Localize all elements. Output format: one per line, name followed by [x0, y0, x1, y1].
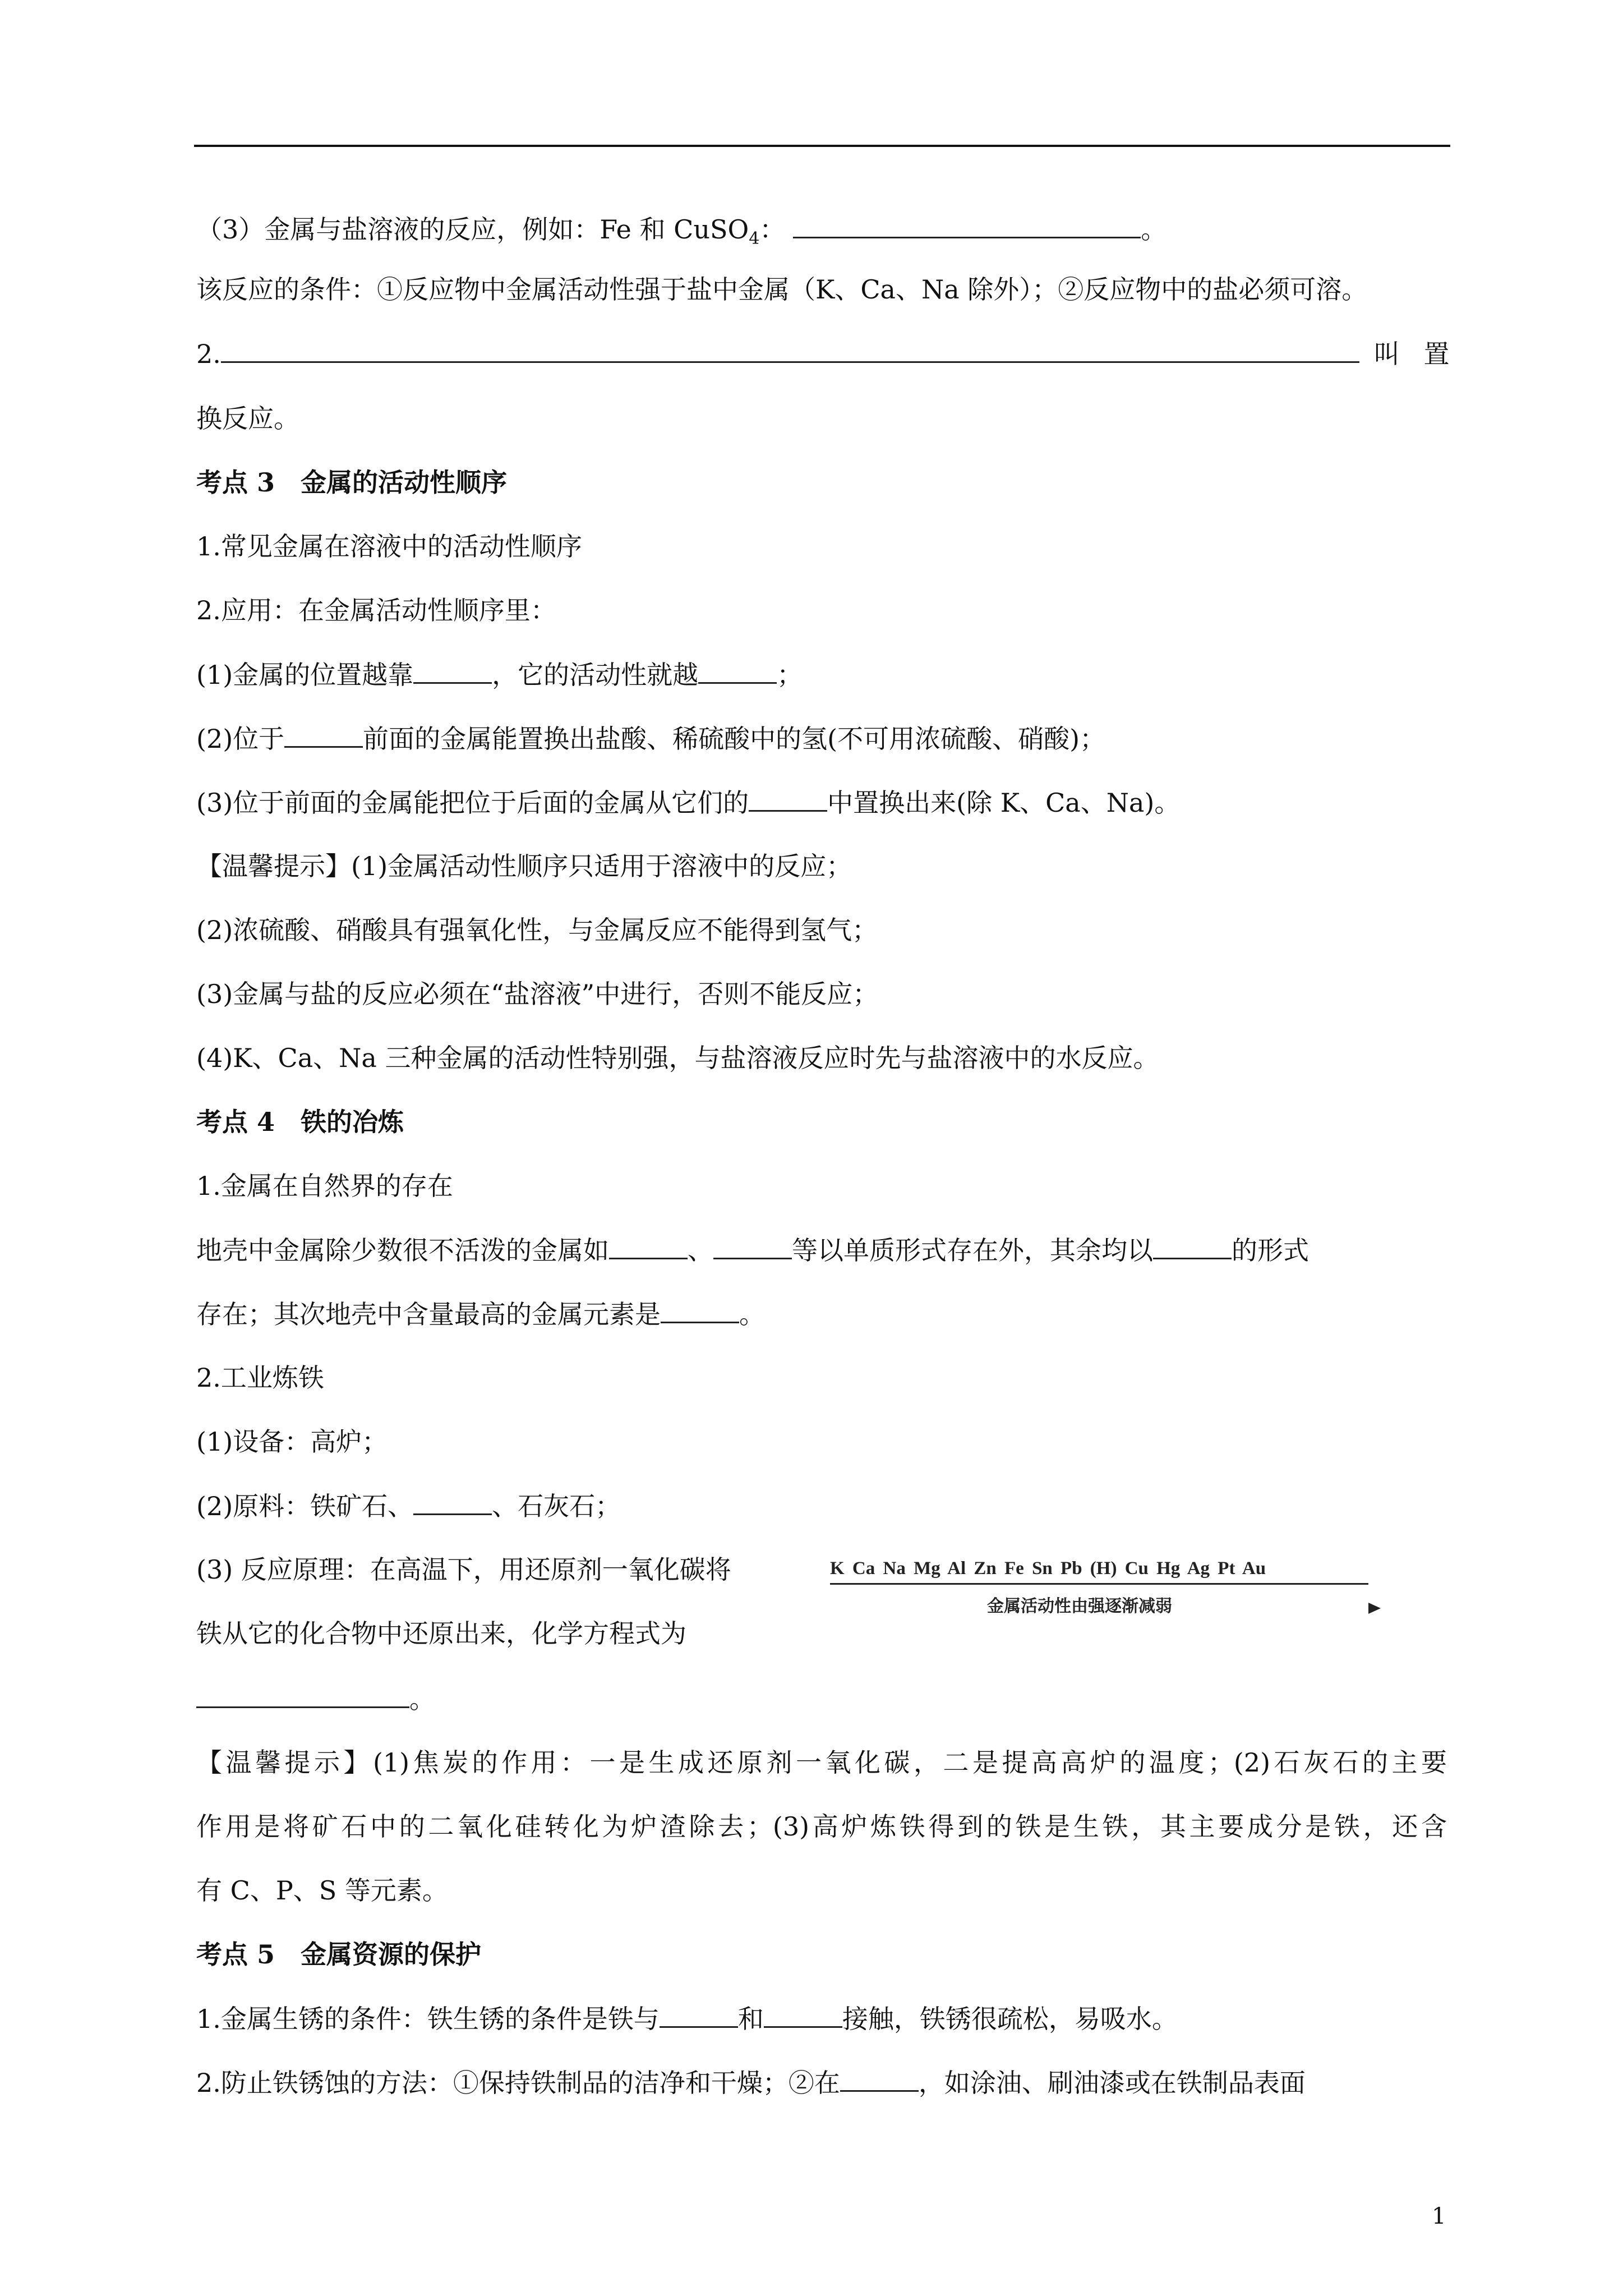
text-line: 1.金属在自然界的存在	[196, 1171, 453, 1201]
page-number: 1	[1432, 2203, 1446, 2229]
text-line: (3) 反应原理：在高温下，用还原剂一氧化碳将	[196, 1554, 731, 1585]
text-line: 存在；其次地壳中含量最高的金属元素是 。	[196, 1297, 765, 1331]
text-line: (1)设备：高炉；	[196, 1427, 388, 1457]
text-line: 2. 叫 置	[196, 337, 1458, 371]
text-line: 换反应。	[196, 403, 299, 434]
text-line: 1.金属生锈的条件：铁生锈的条件是铁与 和 接触，铁锈很疏松，易吸水。	[196, 2001, 1178, 2036]
arrow-head-icon	[1368, 1603, 1381, 1614]
text-line: (2)浓硫酸、硝酸具有强氧化性，与金属反应不能得到氢气；	[196, 915, 878, 945]
text-line: 2.工业炼铁	[196, 1363, 324, 1393]
text-line: 。	[196, 1682, 435, 1716]
section-heading: 考点 5 金属资源的保护	[196, 1939, 482, 1970]
activity-series-caption: 金属活动性由强逐渐减弱	[987, 1596, 1172, 1616]
text-line: 该反应的条件：①反应物中金属活动性强于盐中金属（K、Ca、Na 除外）；②反应物中的盐必须可溶。	[196, 274, 1368, 305]
section-heading: 考点 3 金属的活动性顺序	[196, 467, 508, 498]
text-line: 1.常见金属在溶液中的活动性顺序	[196, 531, 582, 562]
text-line: 地壳中金属除少数很不活泼的金属如 、 等以单质形式存在外，其余均以 的形式	[196, 1233, 1309, 1267]
text-line: 2.防止铁锈蚀的方法：①保持铁制品的洁净和干燥；②在 ，如涂油、刷油漆或在铁制品表面	[196, 2065, 1306, 2100]
text-line: (4)K、Ca、Na 三种金属的活动性特别强，与盐溶液反应时先与盐溶液中的水反应。	[196, 1043, 1159, 1073]
text-line: 2.应用：在金属活动性顺序里：	[196, 595, 556, 625]
section-heading: 考点 4 铁的冶炼	[196, 1107, 404, 1137]
text-line: 铁从它的化合物中还原出来，化学方程式为	[196, 1618, 686, 1649]
activity-series-arrow	[830, 1583, 1368, 1585]
text-line: (2)位于 前面的金属能置换出盐酸、稀硫酸中的氢(不可用浓硫酸、硝酸)；	[196, 721, 1105, 756]
text-line: (3)金属与盐的反应必须在“盐溶液”中进行，否则不能反应；	[196, 979, 879, 1009]
text-line: (3)位于前面的金属能把位于后面的金属从它们的 中置换出来(除 K、Ca、Na)。	[196, 785, 1180, 820]
text-line: (2)原料：铁矿石、 、石灰石；	[196, 1489, 621, 1523]
tip-line: 【温馨提示】(1)焦炭的作用：一是生成还原剂一氧化碳，二是提高高炉的温度；(2)石灰石的主要	[196, 1747, 1447, 1778]
activity-series-figure	[830, 1558, 1363, 1616]
activity-series-metals: K Ca Na Mg Al Zn Fe Sn Pb (H) Cu Hg Ag Pt Au	[830, 1558, 1266, 1579]
text-line: 作用是将矿石中的二氧化硅转化为炉渣除去；(3)高炉炼铁得到的铁是生铁，其主要成分是铁，还含	[196, 1811, 1447, 1842]
header-rule	[194, 145, 1450, 147]
text-line: (1)金属的位置越靠 ，它的活动性就越 ；	[196, 657, 803, 692]
text-line: 有 C、P、S 等元素。	[196, 1875, 448, 1906]
tip-line: 【温馨提示】(1)金属活动性顺序只适用于溶液中的反应；	[196, 851, 852, 881]
text-line: （3）金属与盐溶液的反应，例如：Fe 和 CuSO$_4$： 。	[196, 212, 1166, 256]
